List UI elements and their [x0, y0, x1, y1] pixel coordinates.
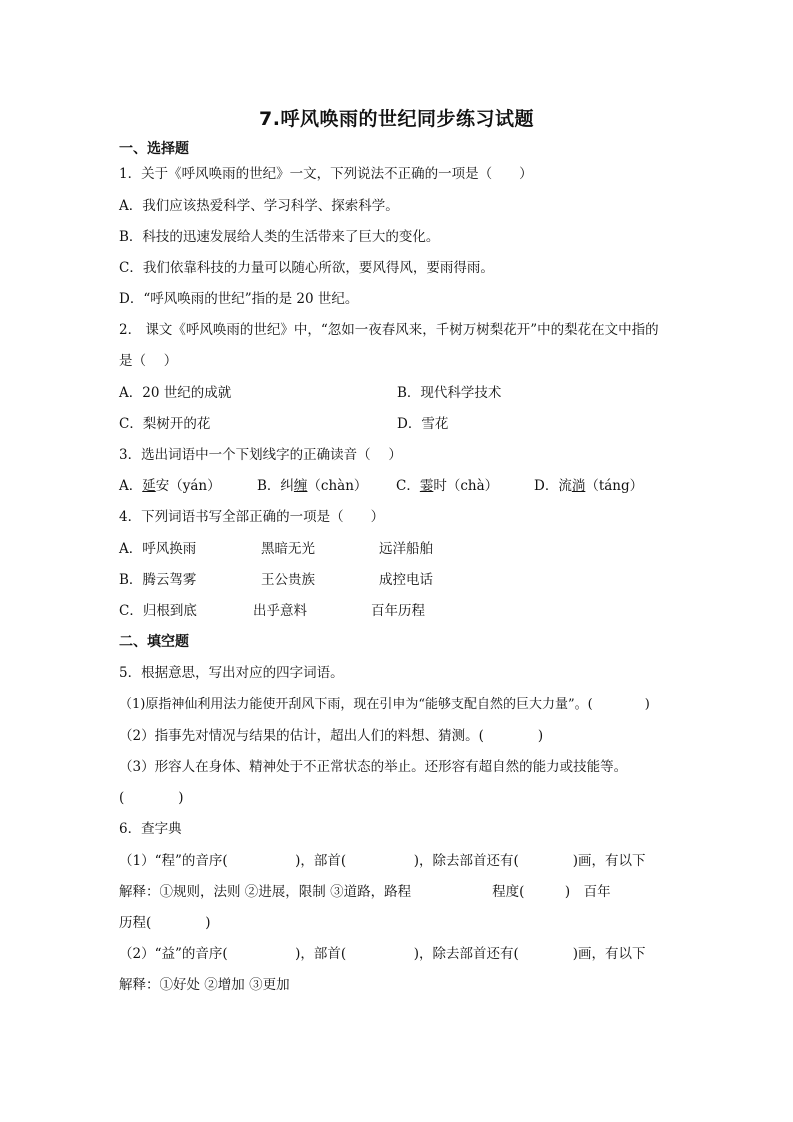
- section-heading-choice: 一、选择题: [119, 141, 189, 157]
- question-4-option-b-word1: B．腾云驾雾: [119, 572, 197, 588]
- question-2-option-c: C．梨树开的花: [119, 416, 211, 432]
- question-5-stem: 5．根据意思，写出对应的四字词语。: [119, 665, 344, 681]
- question-4-option-a-word2: 黑暗无光: [261, 541, 315, 557]
- question-1-option-b: B．科技的迅速发展给人类的生活带来了巨大的变化。: [119, 229, 440, 245]
- question-1-option-c: C．我们依靠科技的力量可以随心所欲，要风得风，要雨得雨。: [119, 260, 494, 276]
- question-2-option-d: D．雪花: [397, 416, 449, 432]
- question-1-option-a: A．我们应该热爱科学、学习科学、探索科学。: [119, 198, 399, 214]
- question-2-option-a: A．20 世纪的成就: [119, 385, 232, 401]
- question-4-option-c-word2: 出乎意料: [253, 603, 307, 619]
- question-4-option-b-word3: 成控电话: [379, 572, 433, 588]
- question-5-part1: （1)原指神仙利用法力能使开刮风下雨，现在引申为“能够支配自然的巨大力量”。( ): [119, 697, 650, 712]
- question-3-stem: 3．选出词语中一个下划线字的正确读音（ ）: [119, 447, 402, 463]
- question-2-options-row1: [119, 384, 679, 402]
- question-5-part3-blank: ( ): [119, 790, 184, 806]
- question-3-option-b: B．纠缠（chàn）: [257, 478, 368, 494]
- question-6-part2-line2: 解释：①好处 ②增加 ③更加: [119, 977, 290, 993]
- question-5-part2: （2）指事先对情况与结果的估计，超出人们的料想、猜测。( ): [119, 728, 544, 744]
- question-3-option-c: C．霎时（chà）: [396, 478, 499, 494]
- question-1-option-d: D．“呼风唤雨的世纪”指的是 20 世纪。: [119, 291, 359, 307]
- page-title: 7.呼风唤雨的世纪同步练习试题: [259, 108, 534, 130]
- question-6-part1-line3: 历程( ): [119, 915, 211, 931]
- question-4-option-a-word1: A．呼风换雨: [119, 541, 197, 557]
- question-5-part3: （3）形容人在身体、精神处于不正常状态的举止。还形容有超自然的能力或技能等。: [119, 759, 628, 775]
- question-6-part1-line2: 解释：①规则，法则 ②进展，限制 ③道路，路程 程度( ) 百年: [119, 884, 611, 900]
- question-6-part1-line1: （1）“程”的音序( )，部首( )，除去部首还有( )画，有以下: [119, 853, 646, 869]
- question-4-option-c-word1: C．归根到底: [119, 603, 197, 619]
- question-3-option-a: A．延安（yán）: [119, 478, 221, 494]
- question-3-option-d: D．流淌（táng）: [534, 478, 644, 494]
- question-6-part2-line1: （2）“益”的音序( )，部首( )，除去部首还有( )画，有以下: [119, 946, 646, 962]
- question-4-stem: 4．下列词语书写全部正确的一项是（ ）: [119, 509, 385, 525]
- question-4-option-c-word3: 百年历程: [371, 603, 425, 619]
- question-2-stem-line1: 2． 课文《呼风唤雨的世纪》中，“忽如一夜春风来，千树万树梨花开”中的梨花在文中指的: [119, 322, 659, 338]
- question-2-stem-line2: 是（ ）: [119, 353, 178, 369]
- section-heading-fill: 二、填空题: [119, 634, 189, 650]
- question-2-options-row2: [119, 415, 679, 433]
- question-1-stem: 1．关于《呼风唤雨的世纪》一文，下列说法不正确的一项是（ ）: [119, 166, 533, 182]
- question-4-option-a-word3: 远洋船舶: [379, 541, 433, 557]
- question-6-stem: 6．查字典: [119, 821, 182, 837]
- question-2-option-b: B．现代科学技术: [397, 385, 502, 401]
- question-4-option-b-word2: 王公贵族: [261, 572, 315, 588]
